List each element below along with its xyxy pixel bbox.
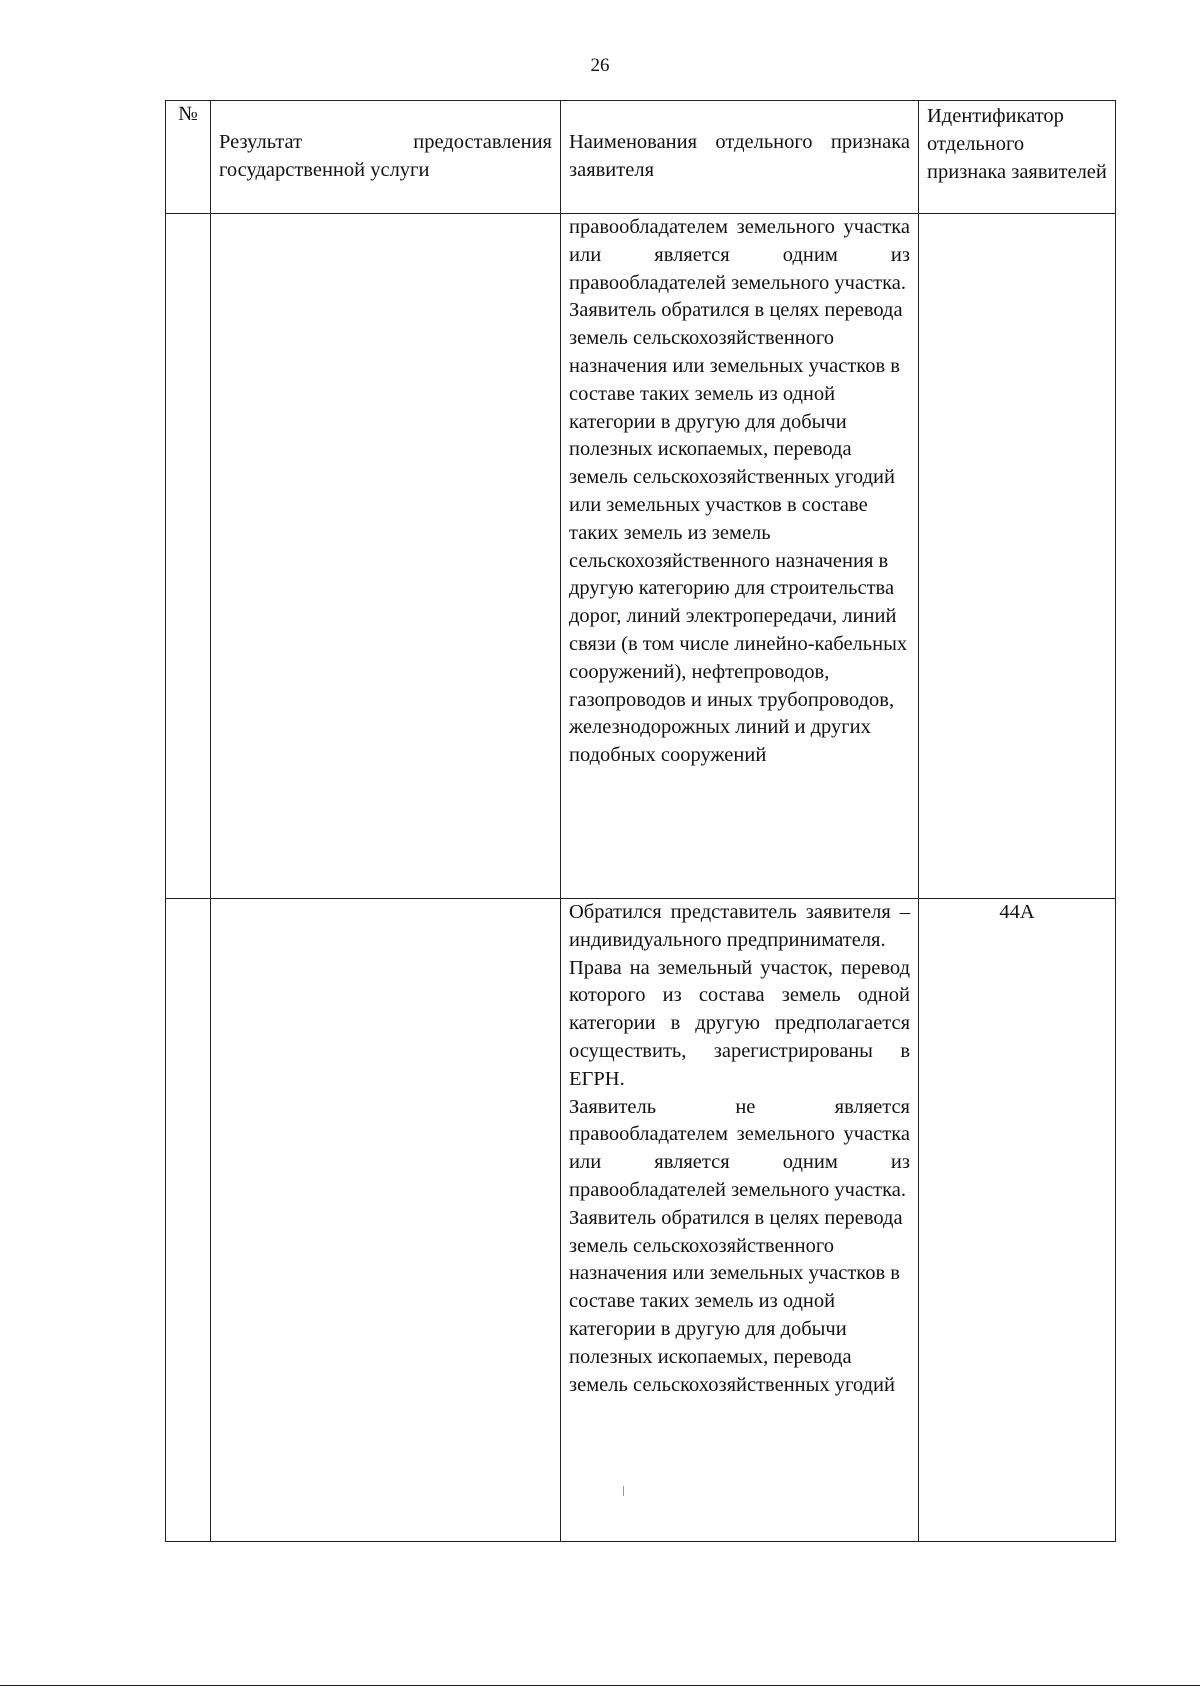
header-number [166, 101, 211, 214]
applicant-criteria-table [165, 100, 1116, 1542]
scan-artifact [623, 1486, 624, 1496]
criterion-paragraph: Заявитель обратился в целях перевода земель сельскохозяйственного назначения или земельных участков в составе таких земель из одной категории в другую для добычи полезных ископаемых, перевода земель сельскохозяйственных угодий или земельных участков в составе таких земель из земель сельскохозяйственного назначения в другую категорию для строительства дорог, линий электропередачи, линий связи (в том числе линейно-кабельных сооружений), нефтепроводов, газопроводов и иных трубопроводов, железнодорожных линий и других подобных сооружений [569, 299, 908, 767]
header-criterion-id-label: Идентификатор отдельного признака заявителей [927, 105, 1107, 183]
header-result [211, 101, 561, 214]
row-id-cell [919, 214, 1116, 899]
table-row [166, 214, 1116, 899]
header-criterion-name-label: Наименования отдельного признака заявителя [569, 131, 910, 181]
header-criterion-name [561, 101, 919, 214]
row-criterion-cell [561, 214, 919, 899]
table-row [166, 899, 1116, 1542]
page-number: 26 [590, 55, 610, 76]
criterion-paragraph: Заявитель обратился в целях перевода земель сельскохозяйственного назначения или земельных участков в составе таких земель из одной категории в другую для добычи полезных ископаемых, перевода земель сельскохозяйственных угодий [569, 1206, 903, 1396]
header-number-label: № [178, 103, 198, 125]
row-id: 44А [999, 901, 1035, 923]
criterion-paragraph: правообладателем земельного участка или является одним из правообладателей земельного участка. [569, 216, 910, 294]
row-id-cell [919, 899, 1116, 1542]
row-number-cell [166, 899, 211, 1542]
table-header-row [166, 101, 1116, 214]
row-criterion-cell [561, 899, 919, 1542]
criterion-paragraph: Заявитель не является правообладателем земельного участка или является одним из правообладателей земельного участка. [569, 1095, 910, 1201]
row-number-cell [166, 214, 211, 899]
page-bottom-rule [0, 1685, 1200, 1686]
criterion-paragraph: Права на земельный участок, перевод которого из состава земель одной категории в другую предполагается осуществить, зарегистрированы в ЕГРН. [569, 956, 910, 1090]
row-result-cell [211, 899, 561, 1542]
row-result-cell [211, 214, 561, 899]
header-result-label: Результат предоставления государственной услуги [219, 131, 552, 181]
header-criterion-id [919, 101, 1116, 214]
criterion-paragraph: Обратился представитель заявителя – индивидуального предпринимателя. [569, 901, 910, 951]
